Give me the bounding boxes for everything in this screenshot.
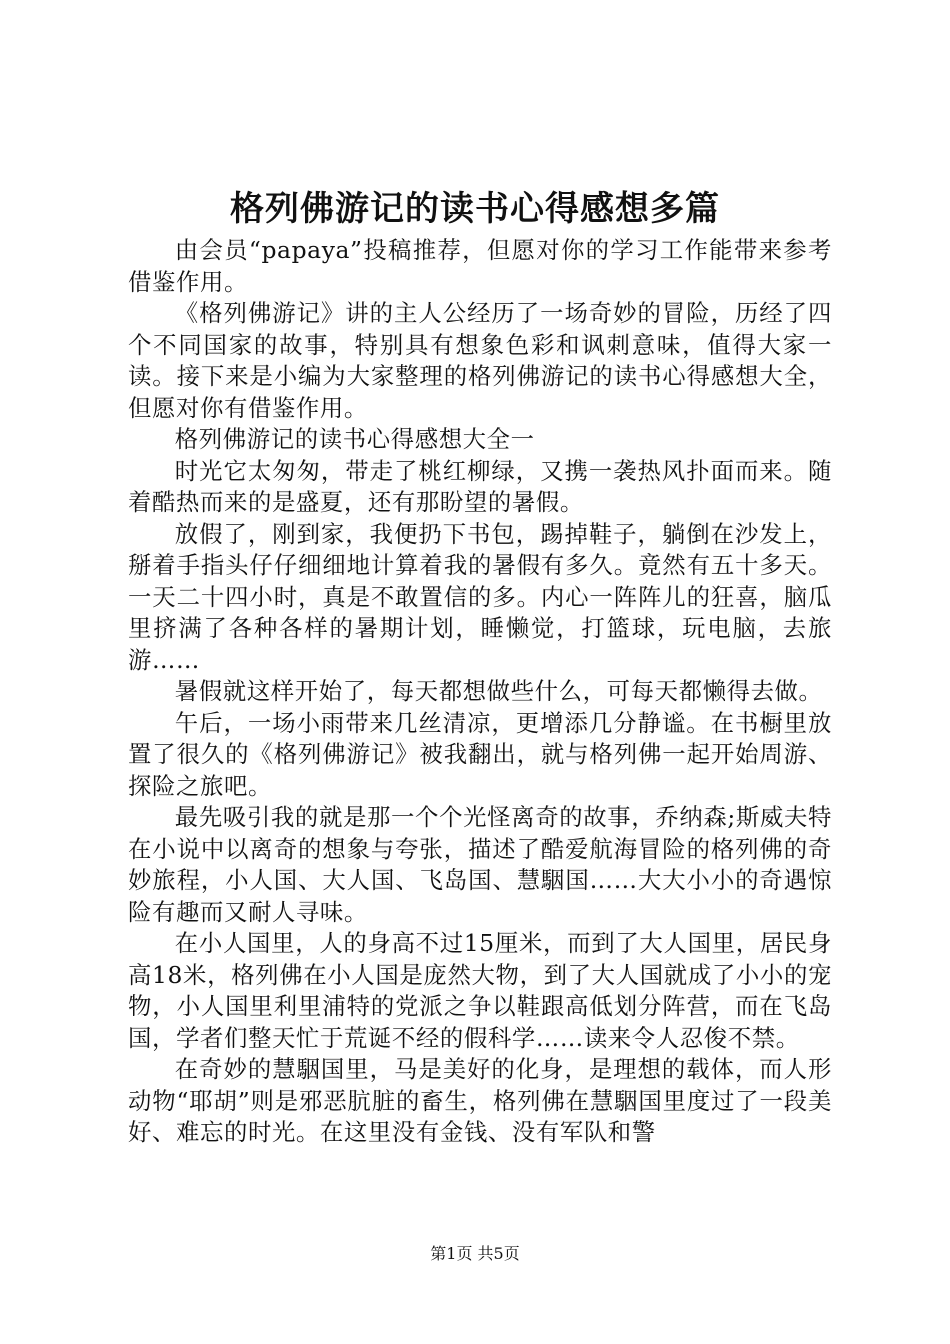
paragraph: 放假了，刚到家，我便扔下书包，踢掉鞋子，躺倒在沙发上，掰着手指头仔仔细细地计算着我的暑假有多久。竟然有五十多天。一天二十四小时，真是不敢置信的多。内心一阵阵儿的狂喜，脑瓜里挤满了各种各样的暑期计划，睡懒觉，打篮球，玩电脑，去旅游…… [128, 519, 832, 674]
paragraph: 暑假就这样开始了，每天都想做些什么，可每天都懒得去做。 [174, 677, 823, 705]
paragraph: 时光它太匆匆，带走了桃红柳绿，又携一袭热风扑面而来。随着酷热而来的是盛夏，还有那盼望的暑假。 [128, 456, 832, 516]
paragraph-summary: 《格列佛游记》讲的主人公经历了一场奇妙的冒险，历经了四个不同国家的故事，特别具有想象色彩和讽刺意味，值得大家一读。接下来是小编为大家整理的格列佛游记的读书心得感想大全，但愿对你有借鉴作用。 [128, 299, 832, 422]
paragraph-intro: 由会员“papaya”投稿推荐，但愿对你的学习工作能带来参考借鉴作用。 [128, 236, 832, 296]
document-title: 格列佛游记的读书心得感想多篇 [230, 189, 720, 229]
paragraph: 最先吸引我的就是那一个个光怪离奇的故事，乔纳森;斯威夫特在小说中以离奇的想象与夸张，描述了酷爱航海冒险的格列佛的奇妙旅程，小人国、大人国、飞岛国、慧駰国……大大小小的奇遇惊险有趣而又耐人寻味。 [128, 803, 832, 926]
page-footer: 第1页 共5页 [430, 1244, 520, 1263]
paragraph: 在奇妙的慧駰国里，马是美好的化身，是理想的载体，而人形动物“耶胡”则是邪恶肮脏的畜生，格列佛在慧駰国里度过了一段美好、难忘的时光。在这里没有金钱、没有军队和警 [128, 1055, 832, 1146]
section-heading: 格列佛游记的读书心得感想大全一 [174, 425, 535, 453]
document-body [128, 235, 832, 1149]
paragraph: 午后，一场小雨带来几丝清凉，更增添几分静谧。在书橱里放置了很久的《格列佛游记》被我翻出，就与格列佛一起开始周游、探险之旅吧。 [128, 708, 832, 800]
paragraph: 在小人国里，人的身高不过15厘米，而到了大人国里，居民身高18米，格列佛在小人国是庞然大物，到了大人国就成了小小的宠物，小人国里利里浦特的党派之争以鞋跟高低划分阵营，而在飞岛国，学者们整天忙于荒诞不经的假科学……读来令人忍俊不禁。 [128, 929, 832, 1052]
